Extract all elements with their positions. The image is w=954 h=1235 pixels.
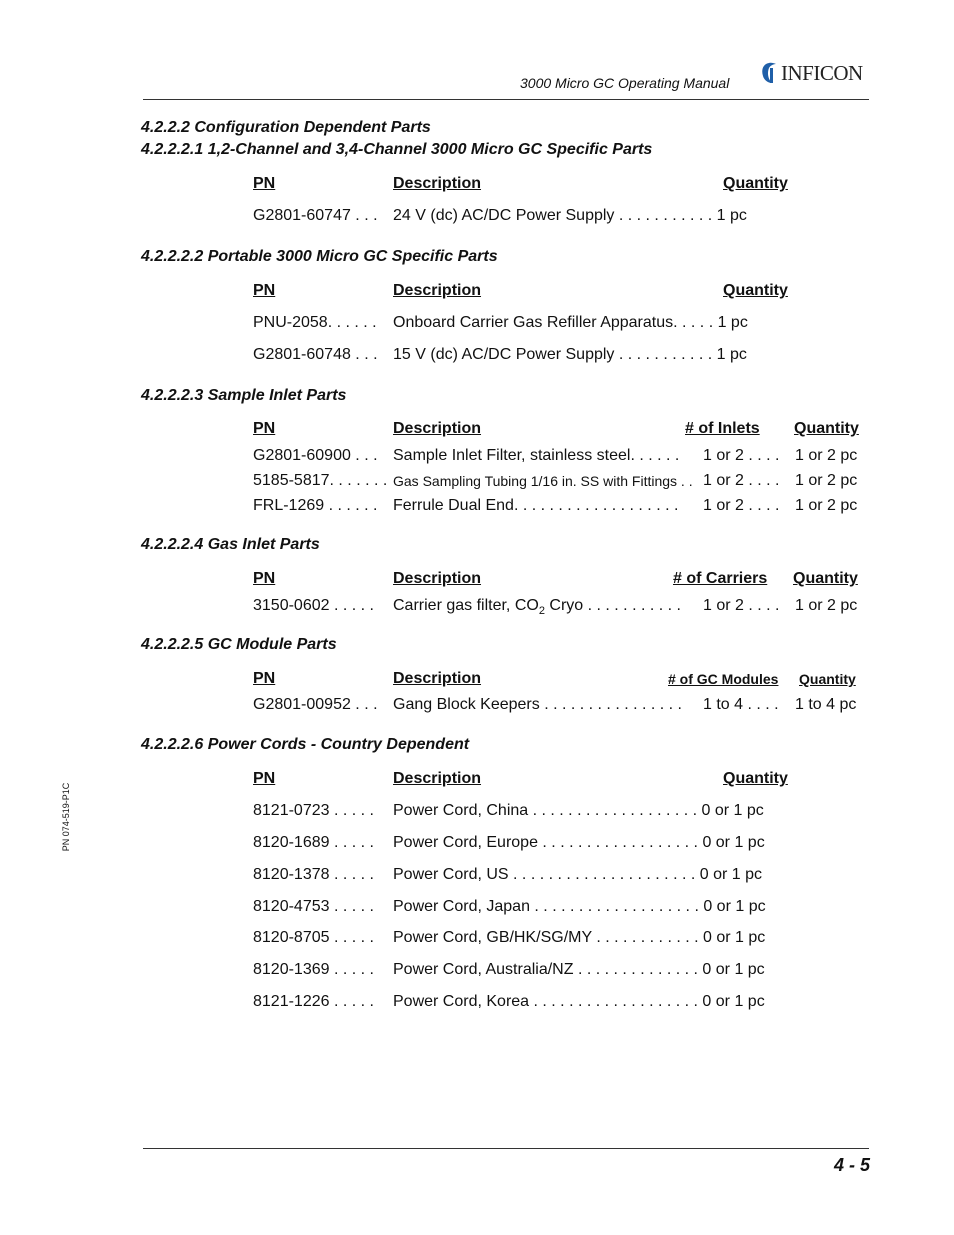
col-header-quantity: Quantity <box>723 770 788 787</box>
col-header-description: Description <box>393 175 482 192</box>
col-header-pn: PN <box>253 570 276 587</box>
table-cell-description: Gang Block Keepers . . . . . . . . . . . . . . . . <box>393 696 682 713</box>
col-header-description: Description <box>393 282 482 299</box>
table-cell-pn: G2801-00952 . . . <box>253 696 378 713</box>
inficon-logo-icon <box>760 62 778 84</box>
col-header-quantity: Quantity <box>793 570 858 587</box>
table-cell-description: Power Cord, US . . . . . . . . . . . . . . . . . . . . . 0 or 1 pc <box>393 866 762 883</box>
description-text: Cryo . . . . . . . . . . . <box>544 597 681 614</box>
table-cell-description: Power Cord, Korea . . . . . . . . . . . . . . . . . . . 0 or 1 pc <box>393 993 765 1010</box>
table-cell-count: 1 or 2 . . . . <box>703 472 780 489</box>
section-heading: 4.2.2.2.2 Portable 3000 Micro GC Specific Parts <box>141 248 498 265</box>
document-part-number: PN 074-519-P1C <box>61 782 71 852</box>
table-cell-quantity: 1 or 2 pc <box>795 597 858 614</box>
description-text: Carrier gas filter, CO <box>393 597 539 614</box>
table-cell-count: 1 or 2 . . . . <box>703 597 780 614</box>
table-cell-description: Gas Sampling Tubing 1/16 in. SS with Fittings . . <box>393 473 693 489</box>
table-cell-pn: PNU-2058. . . . . . <box>253 314 377 331</box>
col-header-description: Description <box>393 570 482 587</box>
table-cell-pn: 8120-1689 . . . . . <box>253 834 374 851</box>
table-cell-pn: 5185-5817. . . . . . . <box>253 472 388 489</box>
col-header-modules: # of GC Modules <box>668 671 779 687</box>
table-cell-description: Power Cord, Europe . . . . . . . . . . . . . . . . . . 0 or 1 pc <box>393 834 765 851</box>
col-header-quantity: Quantity <box>799 671 856 687</box>
table-cell-description: 24 V (dc) AC/DC Power Supply . . . . . . . . . . . 1 pc <box>393 207 747 224</box>
table-cell-quantity: 1 or 2 pc <box>795 497 858 514</box>
col-header-description: Description <box>393 670 482 687</box>
col-header-carriers: # of Carriers <box>673 570 768 587</box>
footer-rule <box>143 1148 869 1149</box>
col-header-pn: PN <box>253 282 276 299</box>
section-heading: 4.2.2.2.5 GC Module Parts <box>141 636 337 653</box>
table-cell-quantity: 1 or 2 pc <box>795 447 858 464</box>
table-cell-quantity: 1 or 2 pc <box>795 472 858 489</box>
table-cell-quantity: 1 to 4 pc <box>795 696 857 713</box>
section-heading: 4.2.2.2.3 Sample Inlet Parts <box>141 387 347 404</box>
table-cell-description: Power Cord, GB/HK/SG/MY . . . . . . . . . . . . 0 or 1 pc <box>393 929 766 946</box>
table-cell-description: Sample Inlet Filter, stainless steel. . . . . . <box>393 447 680 464</box>
table-cell-pn: 8121-0723 . . . . . <box>253 802 374 819</box>
col-header-quantity: Quantity <box>723 282 788 299</box>
page-number: 4 - 5 <box>833 1155 870 1175</box>
table-cell-count: 1 or 2 . . . . <box>703 447 780 464</box>
table-cell-count: 1 to 4 . . . . <box>703 696 779 713</box>
table-cell-description: Power Cord, Japan . . . . . . . . . . . . . . . . . . . 0 or 1 pc <box>393 898 766 915</box>
table-cell-pn: 8120-1378 . . . . . <box>253 866 374 883</box>
col-header-description: Description <box>393 420 482 437</box>
table-cell-pn: 8120-8705 . . . . . <box>253 929 374 946</box>
section-heading: 4.2.2.2.4 Gas Inlet Parts <box>141 536 320 553</box>
col-header-pn: PN <box>253 670 276 687</box>
col-header-pn: PN <box>253 420 276 437</box>
section-heading: 4.2.2.2 Configuration Dependent Parts <box>141 119 431 136</box>
table-cell-description: 15 V (dc) AC/DC Power Supply . . . . . . . . . . . 1 pc <box>393 346 747 363</box>
table-cell-pn: 8120-4753 . . . . . <box>253 898 374 915</box>
table-cell-pn: 8120-1369 . . . . . <box>253 961 374 978</box>
table-cell-description: Power Cord, China . . . . . . . . . . . . . . . . . . . 0 or 1 pc <box>393 802 764 819</box>
table-cell-pn: G2801-60748 . . . <box>253 346 378 363</box>
section-heading: 4.2.2.2.6 Power Cords - Country Dependent <box>141 736 470 753</box>
table-cell-count: 1 or 2 . . . . <box>703 497 780 514</box>
section-heading: 4.2.2.2.1 1,2-Channel and 3,4-Channel 3000 Micro GC Specific Parts <box>141 141 653 158</box>
logo-text: INFICON <box>781 60 863 85</box>
table-cell-pn: FRL-1269 . . . . . . <box>253 497 378 514</box>
table-cell-description: Power Cord, Australia/NZ . . . . . . . . . . . . . . 0 or 1 pc <box>393 961 765 978</box>
col-header-pn: PN <box>253 770 276 787</box>
col-header-inlets: # of Inlets <box>685 420 760 437</box>
table-cell-pn: 3150-0602 . . . . . <box>253 597 374 614</box>
table-cell-pn: G2801-60900 . . . <box>253 447 378 464</box>
subscript: 2 <box>538 605 545 618</box>
col-header-quantity: Quantity <box>794 420 859 437</box>
table-cell-description: Ferrule Dual End. . . . . . . . . . . . . . . . . . . <box>393 497 679 514</box>
table-cell-pn: G2801-60747 . . . <box>253 207 378 224</box>
manual-title: 3000 Micro GC Operating Manual <box>520 75 730 91</box>
table-cell-description: Onboard Carrier Gas Refiller Apparatus. . . . . 1 pc <box>393 314 748 331</box>
table-cell-pn: 8121-1226 . . . . . <box>253 993 374 1010</box>
header-rule <box>143 99 869 100</box>
table-cell-description <box>393 597 681 617</box>
col-header-quantity: Quantity <box>723 175 788 192</box>
col-header-pn: PN <box>253 175 276 192</box>
inficon-logo <box>760 60 863 86</box>
col-header-description: Description <box>393 770 482 787</box>
